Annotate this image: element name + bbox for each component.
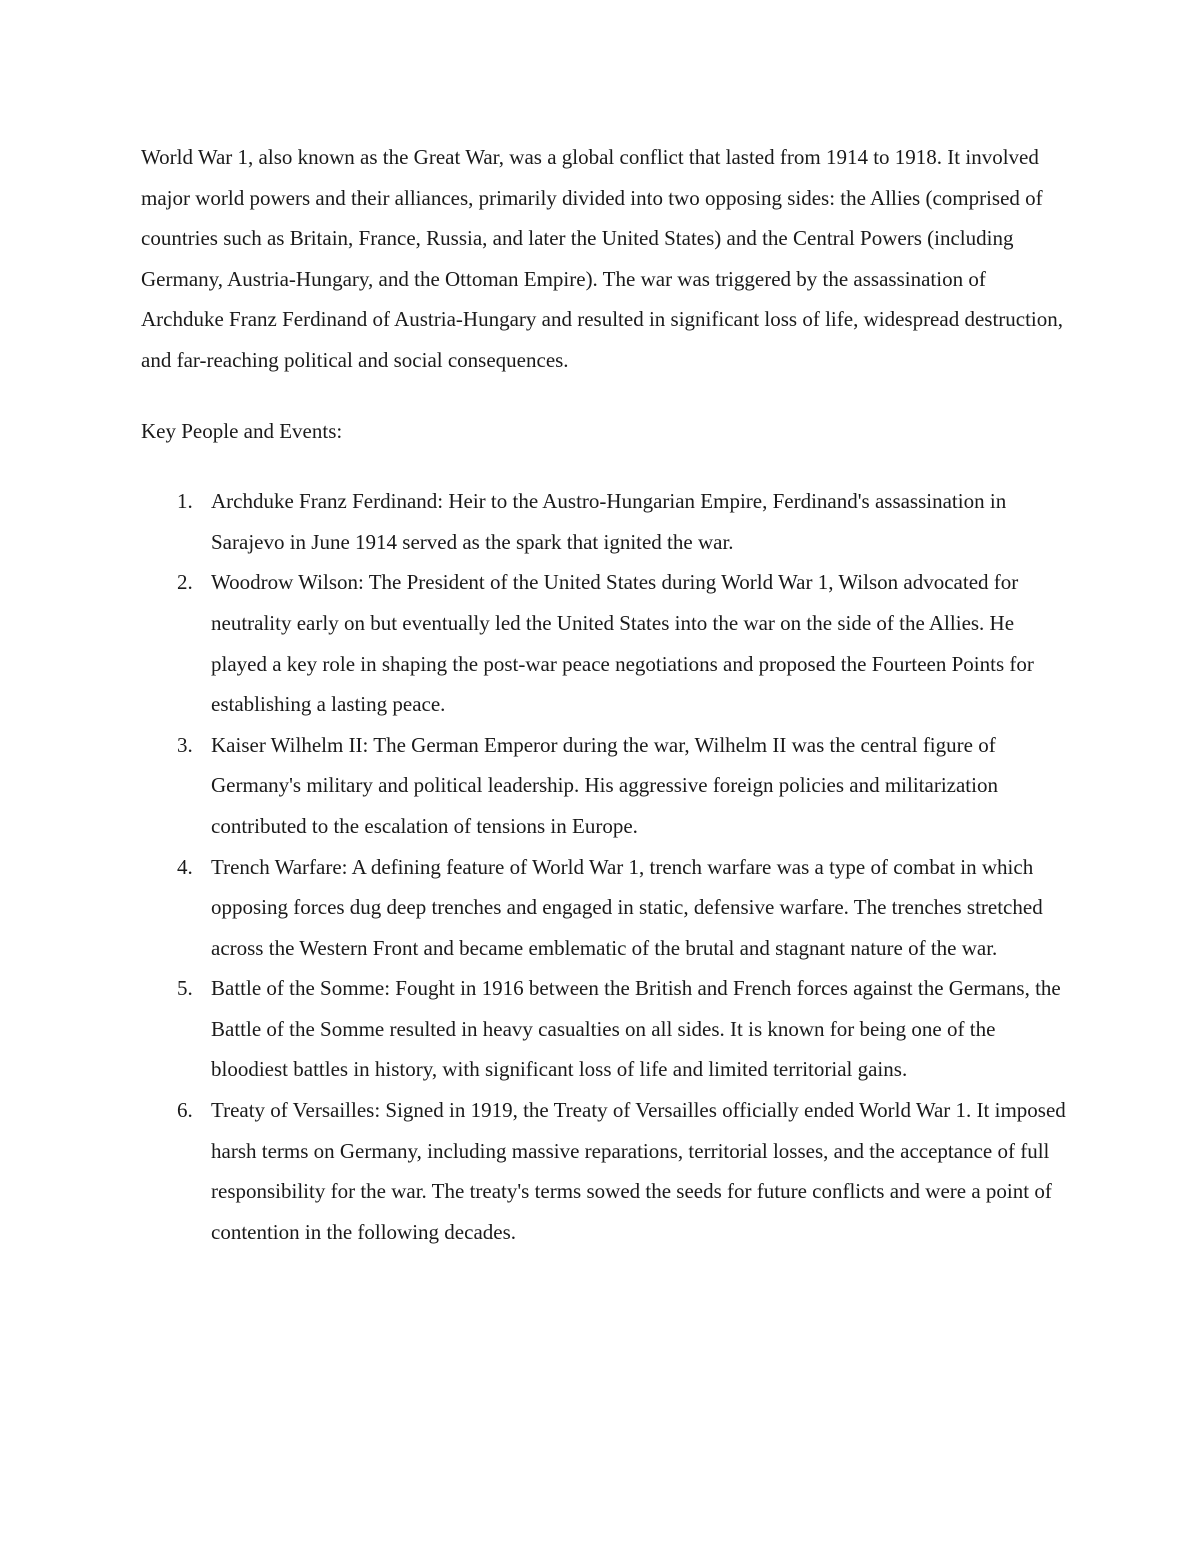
list-item-text: Woodrow Wilson: The President of the United States during World War 1, Wilson advocated for neutrality early on but eventually led the United States into the war on the side of the Allies. He played a key role in shaping the post-war peace negotiations and proposed the Fourteen Points for establishing a lasting peace. [211, 570, 1034, 717]
list-item-text: Kaiser Wilhelm II: The German Emperor during the war, Wilhelm II was the central figure of Germany's military and political leadership. His aggressive foreign policies and militarization contributed to the escalation of tensions in Europe. [211, 732, 998, 838]
list-item-number: 2. [177, 570, 193, 595]
list-item [141, 481, 1071, 562]
key-events-list [141, 481, 1071, 1252]
list-item [141, 725, 1071, 847]
list-item-text: Trench Warfare: A defining feature of World War 1, trench warfare was a type of combat in which opposing forces dug deep trenches and engaged in static, defensive warfare. The trenches stretched across the Western Front and became emblematic of the brutal and stagnant nature of the war. [211, 854, 1043, 960]
document-body [141, 137, 1071, 1252]
list-item-number: 6. [177, 1098, 193, 1123]
intro-paragraph: World War 1, also known as the Great War, was a global conflict that lasted from 1914 to 1918. It involved major world powers and their alliances, primarily divided into two opposing sides: the Allies (comprised of countries such as Britain, France, Russia, and later the United States) and the Central Powers (including Germany, Austria-Hungary, and the Ottoman Empire). The war was triggered by the assassination of Archduke Franz Ferdinand of Austria-Hungary and resulted in significant loss of life, widespread destruction, and far-reaching political and social consequences. [141, 145, 1064, 372]
list-item [141, 562, 1071, 724]
list-item [141, 1090, 1071, 1252]
list-item-number: 1. [177, 489, 193, 514]
list-item-number: 4. [177, 854, 193, 879]
list-item-text: Treaty of Versailles: Signed in 1919, the Treaty of Versailles officially ended World War 1. It imposed harsh terms on Germany, including massive reparations, territorial losses, and the acceptance of full responsibility for the war. The treaty's terms sowed the seeds for future conflicts and were a point of contention in the following decades. [211, 1098, 1066, 1244]
list-item [141, 847, 1071, 969]
section-heading: Key People and Events: [141, 418, 343, 443]
list-item-text: Archduke Franz Ferdinand: Heir to the Austro-Hungarian Empire, Ferdinand's assassination in Sarajevo in June 1914 served as the spark that ignited the war. [211, 489, 1007, 554]
list-item [141, 968, 1071, 1090]
list-item-text: Battle of the Somme: Fought in 1916 between the British and French forces against the Germans, the Battle of the Somme resulted in heavy casualties on all sides. It is known for being one of the bloodiest battles in history, with significant loss of life and limited territorial gains. [211, 976, 1061, 1082]
list-item-number: 3. [177, 732, 193, 757]
list-item-number: 5. [177, 976, 193, 1001]
